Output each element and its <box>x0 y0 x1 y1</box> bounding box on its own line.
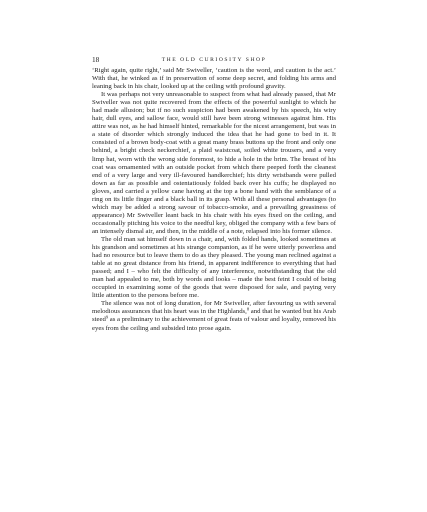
footnote-marker: 9 <box>105 315 109 321</box>
paragraph-text: The silence was not of long duration, for Mr Swiveller, after favouring us with several melodious assurances that his heart was in the Highlands, <box>92 300 336 316</box>
paragraph: The old man sat himself down in a chair, and, with folded hands, looked sometimes at his grandson and sometimes at his strange companion, as if he were utterly powerless and had no resource but to leave them to do as they pleased. The young man reclined against a table at no great distance from his friend, in apparent indifference to everything that had passed; and I – who felt the difficulty of any interference, notwithstanding that the old man had appealed to me, both by words and looks – made the best feint I could of being occupied in examining some of the goods that were disposed for sale, and paying very little attention to the persons before me. <box>92 235 336 300</box>
body-text <box>92 67 336 333</box>
page-number: 18 <box>92 55 100 64</box>
paragraph: It was perhaps not very unreasonable to suspect from what had already passed, that Mr Swiveller was not quite recovered from the effects of the powerful sunlight to which he had made allusion; but if no such suspicion had been awakened by his speech, his wiry hair, dull eyes, and sallow face, would still have been strong witnesses against him. His attire was not, as he had himself hinted, remarkable for the nicest arrangement, but was in a state of disorder which strongly induced the idea that he had gone to bed in it. It consisted of a brown body-coat with a great many brass buttons up the front and only one behind, a bright check neckerchief, a plaid waistcoat, soiled white trousers, and a very limp hat, worn with the wrong side foremost, to hide a hole in the brim. The breast of his coat was ornamented with an outside pocket from which there peeped forth the cleanest end of a very large and very ill-favoured handkerchief; his dirty wristbands were pulled down as far as possible and ostentatiously folded back over his cuffs; he displayed no gloves, and carried a yellow cane having at the top a bone hand with the semblance of a ring on its little finger and a black ball in its grasp. With all these personal advantages (to which may be added a strong savour of tobacco-smoke, and a prevailing greasiness of appearance) Mr Swiveller leant back in his chair with his eyes fixed on the ceiling, and occasionally pitching his voice to the needful key, obliged the company with a few bars of an intensely dismal air, and then, in the middle of a note, relapsed into his former silence. <box>92 91 336 235</box>
footnote-marker: 8 <box>246 307 250 313</box>
page-header <box>92 54 336 66</box>
paragraph <box>92 300 336 332</box>
running-head: THE OLD CURIOSITY SHOP <box>161 57 267 63</box>
paragraph: ‘Right again, quite right,’ said Mr Swiveller, ‘caution is the word, and caution is the act.’ With that, he winked as if in preservation of some deep secret, and folding his arms and leaning back in his chair, looked up at the ceiling with profound gravity. <box>92 67 336 91</box>
paragraph-text: and that he wanted but his Arab steed <box>92 308 337 324</box>
paragraph-text: as a preliminary to the achievement of great feats of valour and loyalty, removed his eyes from the ceiling and subsided into prose again. <box>92 316 336 332</box>
